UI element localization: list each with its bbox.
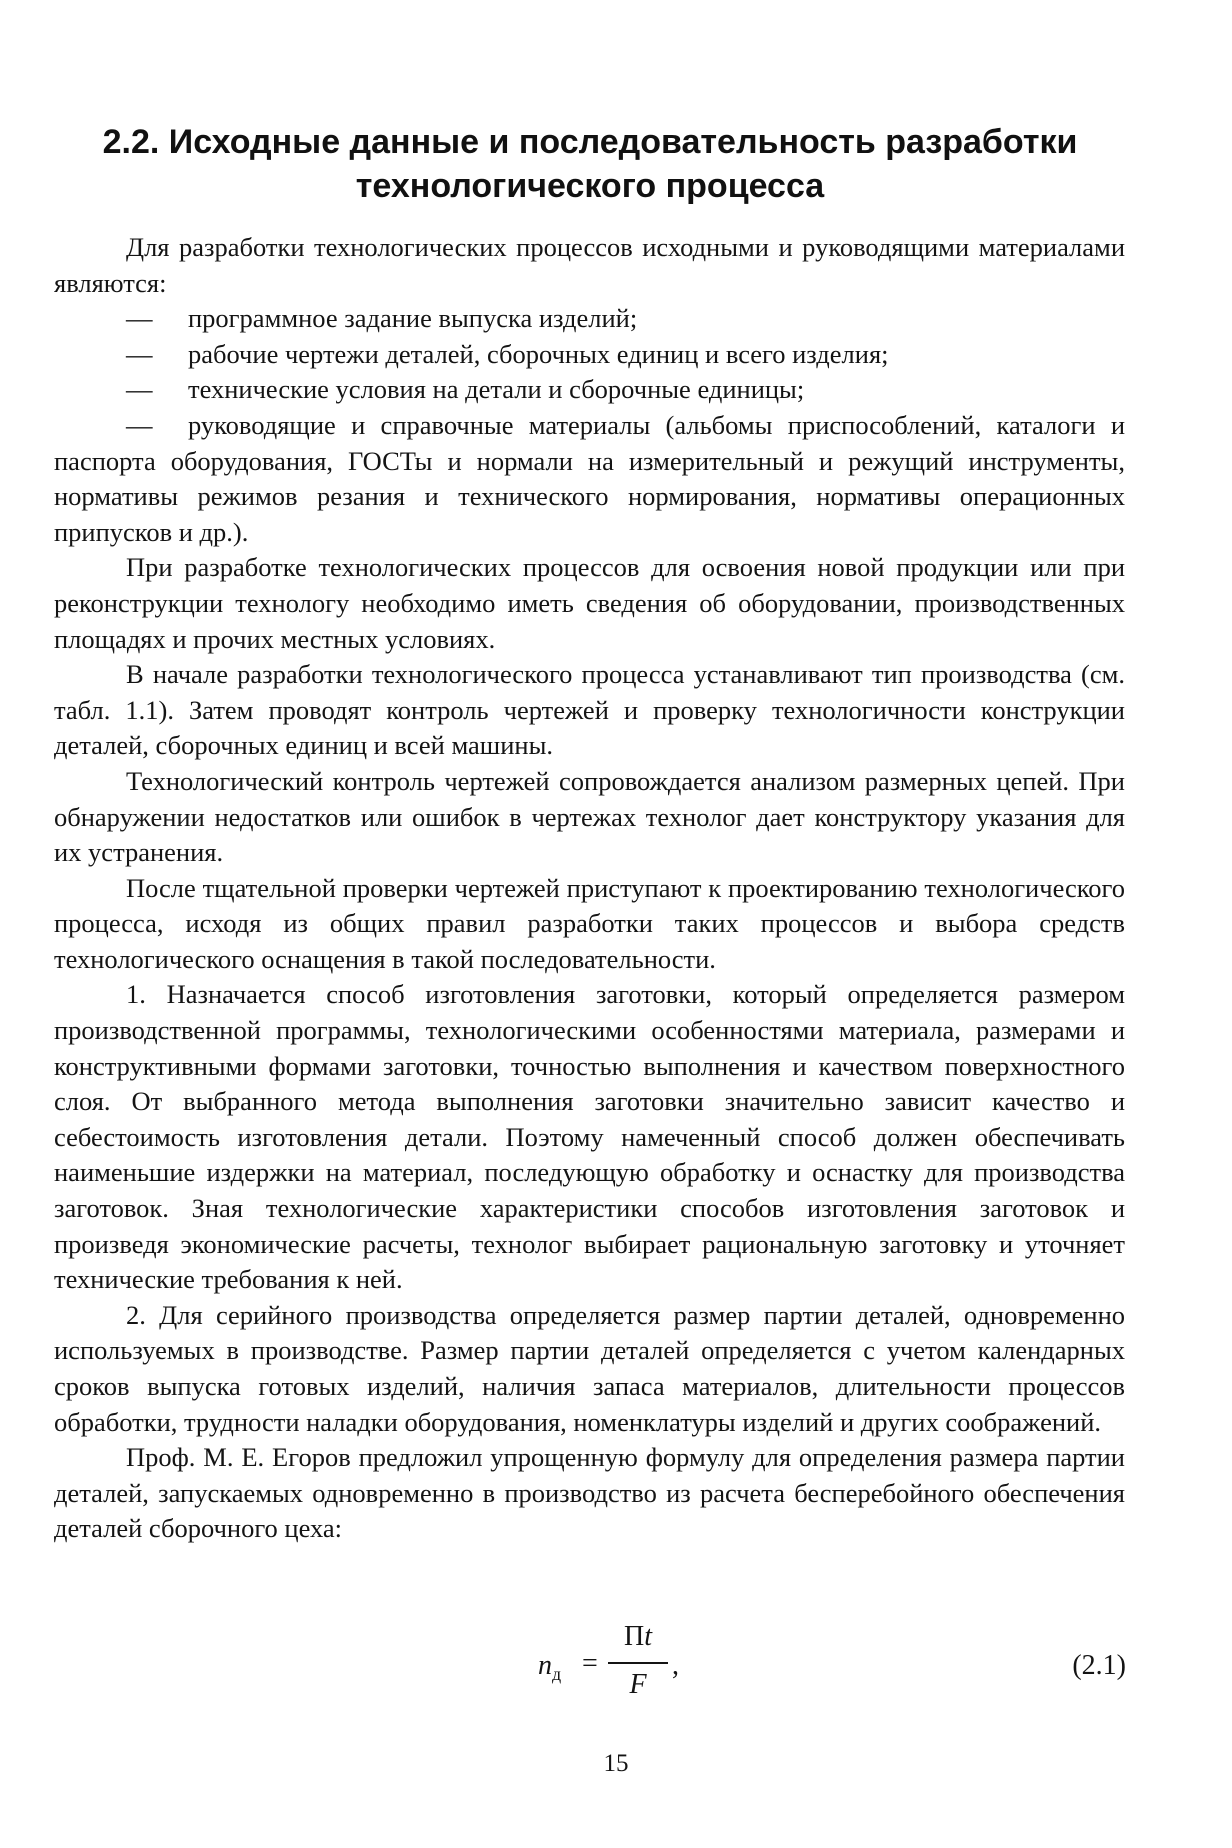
list-item-text: руководящие и справочные материалы (альбомы приспособлений, каталоги и паспорта оборудования, ГОСТы и нормали на измерительный и режущий инструменты, нормативы режимов резания и технического нормирования, нормативы операционных припусков и др.). xyxy=(54,409,1125,547)
list-item xyxy=(54,337,1125,373)
intro-paragraph: Для разработки технологических процессов исходными и руководящими материалами являются: xyxy=(54,232,1125,298)
page-number: 15 xyxy=(603,1750,629,1777)
paragraph: При разработке технологических процессов для освоения новой продукции или при реконструкции технологу необходимо иметь сведения об оборудовании, производственных площадях и прочих местных условиях. xyxy=(54,552,1125,654)
equation-number: (2.1) xyxy=(1072,1650,1126,1681)
list-dash: — xyxy=(126,374,153,405)
list-item xyxy=(54,408,1125,550)
body-text xyxy=(54,230,1125,1547)
list-item xyxy=(54,372,1125,408)
paragraph: В начале разработки технологического процесса устанавливают тип производства (см. табл. 1.1). Затем проводят контроль чертежей и проверку технологичности конструкции деталей, сборочных единиц и всей машины. xyxy=(54,659,1125,761)
paragraph: Технологический контроль чертежей сопровождается анализом размерных цепей. При обнаружении недостатков или ошибок в чертежах технолог дает конструктору указания для их устранения. xyxy=(54,765,1125,868)
formula-numerator-variable: t xyxy=(644,1621,652,1652)
formula-lhs xyxy=(538,1650,561,1685)
materials-list xyxy=(54,301,1125,550)
formula-lhs-subscript: д xyxy=(552,1664,562,1684)
paragraph: 2. Для серийного производства определяется размер партии деталей, одновременно используемых в производстве. Размер партии деталей определяется с учетом календарных сроков выпуска готовых изделий, наличия запаса материалов, длительности процессов обработки, трудности наладки оборудования, номенклатуры изделий и других соображений. xyxy=(54,1299,1125,1437)
paragraph: 1. Назначается способ изготовления заготовки, который определяется размером производственной программы, технологическими особенностями материала, размерами и конструктивными формами заготовки, точностью выполнения и качеством поверхностного слоя. От выбранного метода выполнения заготовки значительно зависит качество и себестоимость изготовления детали. Поэтому намеченный способ должен обеспечивать наименьшие издержки на материал, последующую обработку и оснастку для производства заготовок. Зная технологические характеристики способов изготовления заготовок и произведя экономические расчеты, технолог выбирает рациональную заготовку и уточняет технические требования к ней. xyxy=(54,979,1125,1295)
formula-block xyxy=(0,1620,1232,1710)
list-item-text: рабочие чертежи деталей, сборочных единиц и всего изделия; xyxy=(188,338,889,369)
list-dash: — xyxy=(126,409,153,440)
formula-equals: = xyxy=(582,1648,598,1679)
section-heading xyxy=(60,120,1120,208)
list-dash: — xyxy=(126,338,153,369)
paragraph: После тщательной проверки чертежей приступают к проектированию технологического процесса, исходя из общих правил разработки таких процессов и выбора средств технологического оснащения в такой последовательности. xyxy=(54,872,1125,974)
formula-fraction xyxy=(608,1620,668,1702)
section-heading-line-2: технологического процесса xyxy=(355,167,825,205)
paragraph: Проф. М. Е. Егоров предложил упрощенную формулу для определения размера партии деталей, запускаемых одновременно в производство из расчета бесперебойного обеспечения деталей сборочного цеха: xyxy=(54,1442,1125,1544)
formula-denominator: F xyxy=(629,1669,647,1700)
formula-lhs-variable: n xyxy=(538,1650,552,1681)
list-item-text: технические условия на детали и сборочные единицы; xyxy=(188,374,805,405)
fraction-bar xyxy=(608,1662,668,1664)
formula-numerator xyxy=(608,1620,668,1654)
formula-comma: , xyxy=(672,1650,679,1681)
section-heading-line-1: 2.2. Исходные данные и последовательность разработки xyxy=(102,123,1078,161)
formula-numerator-prefix: П xyxy=(623,1621,645,1652)
list-item xyxy=(54,301,1125,337)
list-dash: — xyxy=(126,303,153,334)
list-item-text: программное задание выпуска изделий; xyxy=(188,303,638,334)
